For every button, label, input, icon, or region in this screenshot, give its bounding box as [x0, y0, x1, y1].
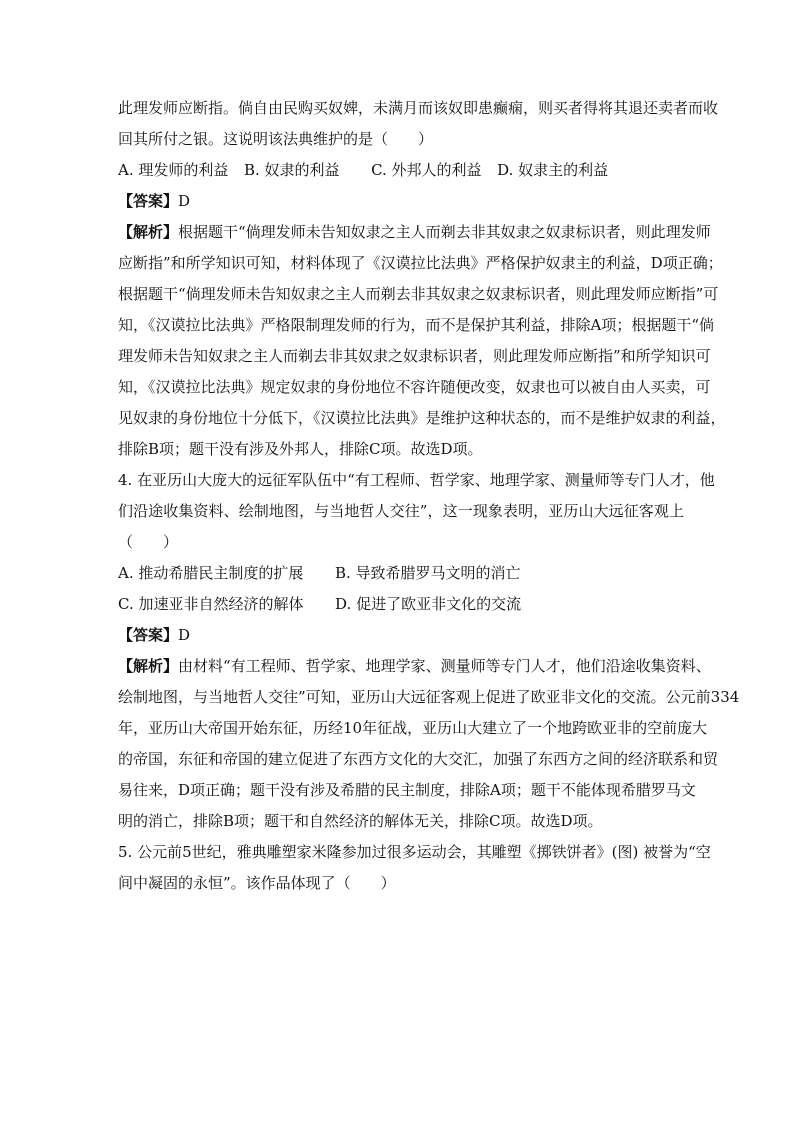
- q4-options-row: [118, 558, 684, 589]
- q3-analysis-line: [118, 217, 711, 248]
- answer-label: 【答案】: [118, 626, 179, 644]
- q3-options: [118, 155, 684, 186]
- analysis-text: 由材料“有工程师、哲学家、地理学家、测量师等专门人才，他们沿途收集资料、: [178, 657, 711, 675]
- q3-option-a: A. 理发师的利益: [118, 161, 229, 179]
- q3-analysis-line: 知，《汉谟拉比法典》严格限制理发师的行为，而不是保护其利益，排除A项；根据题干“倘: [118, 316, 715, 334]
- q4-options-row: [118, 589, 684, 620]
- answer-value: D: [178, 626, 191, 644]
- q3-option-b: B. 奴隶的利益: [243, 161, 340, 179]
- q3-stem-line: 回其所付之银。这说明该法典维护的是（ ）: [118, 130, 434, 148]
- q4-analysis-line: 年，亚历山大帝国开始东征，历经10年征战，亚历山大建立了一个地跨欧亚非的空前庞大: [118, 719, 708, 737]
- q4-analysis-line: 明的消亡，排除B项；题干和自然经济的解体无关，排除C项。故选D项。: [118, 812, 603, 830]
- q4-analysis-line: [118, 651, 711, 682]
- q3-option-c: C. 外邦人的利益: [371, 161, 482, 179]
- analysis-label: 【解析】: [118, 223, 179, 241]
- q3-analysis-line: 理发师未告知奴隶之主人而剃去非其奴隶之奴隶标识者，则此理发师应断指”和所学知识可: [118, 347, 711, 365]
- q4-option-b: B. 导致希腊罗马文明的消亡: [334, 564, 521, 582]
- q4-option-d: D. 促进了欧亚非文化的交流: [335, 595, 522, 613]
- analysis-label: 【解析】: [118, 657, 179, 675]
- q3-analysis-line: 见奴隶的身份地位十分低下，《汉谟拉比法典》是维护这种状态的，而不是维护奴隶的利益，: [118, 409, 726, 427]
- q3-answer: [118, 186, 684, 217]
- q4-option-c: C. 加速亚非自然经济的解体: [118, 595, 304, 613]
- q3-analysis-line: 应断指”和所学知识可知，材料体现了《汉谟拉比法典》严格保护奴隶主的利益，D项正确；: [118, 254, 723, 272]
- q4-analysis-line: 的帝国，东征和帝国的建立促进了东西方文化的大交汇，加强了东西方之间的经济联系和贸: [118, 750, 719, 768]
- q3-analysis-line: 排除B项；题干没有涉及外邦人，排除C项。故选D项。: [118, 440, 483, 458]
- q4-analysis-line: 绘制地图，与当地哲人交往”可知，亚历山大远征客观上促进了欧亚非文化的交流。公元前334: [118, 688, 740, 706]
- document-page: [118, 93, 740, 899]
- answer-value: D: [178, 192, 191, 210]
- q4-option-a: A. 推动希腊民主制度的扩展: [118, 564, 304, 582]
- q4-stem-line: 们沿途收集资料、绘制地图，与当地哲人交往”，这一现象表明，亚历山大远征客观上: [118, 502, 684, 520]
- q5-stem-line: 5. 公元前5世纪，雅典雕塑家米隆参加过很多运动会，其雕塑《掷铁饼者》(图) 被誉为“空: [118, 843, 711, 861]
- q4-analysis-line: 易往来，D项正确；题干没有涉及希腊的民主制度，排除A项；题干不能体现希腊罗马文: [118, 781, 696, 799]
- q5-stem-line: 间中凝固的永恒”。该作品体现了（ ）: [118, 874, 396, 892]
- q3-analysis-line: 知，《汉谟拉比法典》规定奴隶的身份地位不容许随便改变，奴隶也可以被自由人买卖，可: [118, 378, 711, 396]
- answer-label: 【答案】: [118, 192, 179, 210]
- q3-analysis-line: 根据题干“倘理发师未告知奴隶之主人而剃去非其奴隶之奴隶标识者，则此理发师应断指”可: [118, 285, 719, 303]
- q4-stem-line: 4. 在亚历山大庞大的远征军队伍中“有工程师、哲学家、地理学家、测量师等专门人才，他: [118, 471, 715, 489]
- q3-stem-line: 此理发师应断指。倘自由民购买奴婢，未满月而该奴即患癫痫，则买者得将其退还卖者而收: [118, 99, 719, 117]
- q4-answer: [118, 620, 684, 651]
- q4-stem-line: （ ）: [118, 533, 179, 551]
- analysis-text: 根据题干“倘理发师未告知奴隶之主人而剃去非其奴隶之奴隶标识者，则此理发师: [178, 223, 711, 241]
- q3-option-d: D. 奴隶主的利益: [497, 161, 609, 179]
